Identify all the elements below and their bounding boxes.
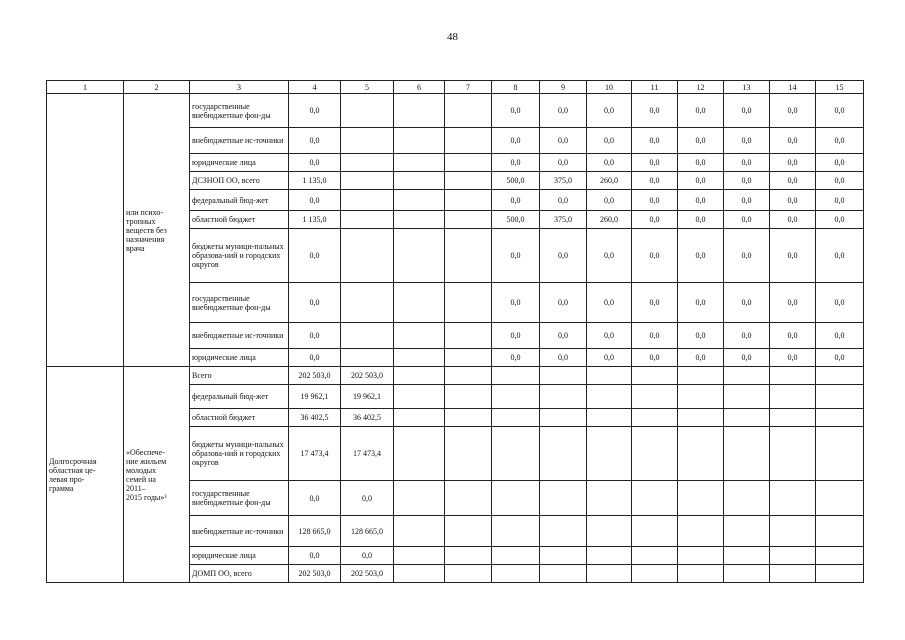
value-cell <box>394 94 445 128</box>
value-cell: 260,0 <box>587 211 632 229</box>
value-cell: 202 503,0 <box>341 565 394 583</box>
value-cell <box>445 128 492 154</box>
value-cell: 202 503,0 <box>289 565 341 583</box>
value-cell: 0,0 <box>678 349 724 367</box>
value-cell: 0,0 <box>587 229 632 283</box>
funding-source-cell: внебюджетные ис-точники <box>190 128 289 154</box>
value-cell <box>770 516 816 547</box>
value-cell <box>445 547 492 565</box>
funding-source-cell: бюджеты муници-пальных образова-ний и городских округов <box>190 229 289 283</box>
value-cell: 0,0 <box>724 94 770 128</box>
value-cell: 0,0 <box>587 154 632 172</box>
value-cell: 0,0 <box>540 128 587 154</box>
value-cell: 0,0 <box>770 323 816 349</box>
value-cell <box>492 385 540 409</box>
value-cell <box>678 516 724 547</box>
value-cell <box>724 427 770 481</box>
funding-source-cell: государственные внебюджетные фон-ды <box>190 94 289 128</box>
value-cell: 0,0 <box>724 211 770 229</box>
value-cell: 0,0 <box>289 94 341 128</box>
funding-source-cell: юридические лица <box>190 349 289 367</box>
value-cell: 0,0 <box>724 323 770 349</box>
value-cell <box>394 385 445 409</box>
value-cell <box>724 409 770 427</box>
value-cell <box>540 481 587 516</box>
value-cell: 0,0 <box>632 128 678 154</box>
funding-source-cell: Всего <box>190 367 289 385</box>
value-cell <box>632 565 678 583</box>
value-cell <box>724 565 770 583</box>
value-cell: 0,0 <box>540 154 587 172</box>
value-cell <box>632 427 678 481</box>
value-cell: 0,0 <box>678 211 724 229</box>
value-cell: 0,0 <box>816 128 864 154</box>
value-cell: 0,0 <box>632 349 678 367</box>
value-cell: 0,0 <box>492 349 540 367</box>
value-cell: 0,0 <box>770 349 816 367</box>
value-cell <box>678 565 724 583</box>
value-cell <box>445 367 492 385</box>
value-cell: 0,0 <box>678 283 724 323</box>
value-cell: 0,0 <box>632 190 678 211</box>
value-cell: 0,0 <box>816 349 864 367</box>
budget-table <box>46 80 864 583</box>
value-cell <box>445 229 492 283</box>
value-cell: 0,0 <box>540 349 587 367</box>
value-cell <box>587 481 632 516</box>
funding-source-cell: областной бюджет <box>190 211 289 229</box>
value-cell <box>445 283 492 323</box>
value-cell <box>678 427 724 481</box>
value-cell: 0,0 <box>770 94 816 128</box>
value-cell <box>492 481 540 516</box>
value-cell <box>394 323 445 349</box>
value-cell <box>632 367 678 385</box>
value-cell <box>341 349 394 367</box>
value-cell <box>587 427 632 481</box>
value-cell: 0,0 <box>341 547 394 565</box>
value-cell: 0,0 <box>632 229 678 283</box>
value-cell <box>770 409 816 427</box>
value-cell <box>445 565 492 583</box>
value-cell: 19 962,1 <box>341 385 394 409</box>
value-cell <box>678 367 724 385</box>
value-cell <box>394 128 445 154</box>
value-cell: 0,0 <box>289 229 341 283</box>
value-cell <box>587 547 632 565</box>
value-cell <box>816 385 864 409</box>
value-cell: 0,0 <box>540 283 587 323</box>
value-cell <box>394 190 445 211</box>
header-cell: 7 <box>445 81 492 94</box>
program-title-cell: или психо- тропных веществ без назначения врача <box>124 94 190 367</box>
header-cell: 9 <box>540 81 587 94</box>
value-cell: 0,0 <box>289 481 341 516</box>
header-cell: 3 <box>190 81 289 94</box>
value-cell: 375,0 <box>540 211 587 229</box>
header-cell: 13 <box>724 81 770 94</box>
value-cell: 0,0 <box>816 172 864 190</box>
value-cell <box>678 409 724 427</box>
value-cell: 375,0 <box>540 172 587 190</box>
value-cell: 17 473,4 <box>289 427 341 481</box>
value-cell <box>394 172 445 190</box>
value-cell: 0,0 <box>678 154 724 172</box>
value-cell <box>445 349 492 367</box>
value-cell <box>587 565 632 583</box>
program-name-cell <box>47 94 124 367</box>
value-cell: 0,0 <box>678 190 724 211</box>
value-cell <box>445 516 492 547</box>
header-cell: 8 <box>492 81 540 94</box>
value-cell <box>445 481 492 516</box>
value-cell <box>445 323 492 349</box>
value-cell <box>394 229 445 283</box>
value-cell <box>394 547 445 565</box>
value-cell: 0,0 <box>816 229 864 283</box>
value-cell <box>492 565 540 583</box>
value-cell: 0,0 <box>492 323 540 349</box>
value-cell <box>632 409 678 427</box>
value-cell: 500,0 <box>492 172 540 190</box>
header-cell: 5 <box>341 81 394 94</box>
value-cell <box>540 547 587 565</box>
value-cell: 0,0 <box>341 481 394 516</box>
value-cell <box>445 385 492 409</box>
value-cell <box>394 154 445 172</box>
value-cell <box>445 172 492 190</box>
value-cell: 1 135,0 <box>289 172 341 190</box>
value-cell <box>540 385 587 409</box>
value-cell <box>816 516 864 547</box>
value-cell <box>632 385 678 409</box>
value-cell <box>540 409 587 427</box>
value-cell <box>678 547 724 565</box>
value-cell <box>724 367 770 385</box>
value-cell <box>445 190 492 211</box>
value-cell <box>540 367 587 385</box>
value-cell: 0,0 <box>770 172 816 190</box>
funding-source-cell: внебюджетные ис-точники <box>190 323 289 349</box>
funding-source-cell: государственные внебюджетные фон-ды <box>190 481 289 516</box>
value-cell <box>587 516 632 547</box>
value-cell <box>540 427 587 481</box>
value-cell: 36 402,5 <box>341 409 394 427</box>
value-cell: 128 665,0 <box>289 516 341 547</box>
header-cell: 1 <box>47 81 124 94</box>
value-cell: 0,0 <box>632 323 678 349</box>
value-cell <box>816 409 864 427</box>
value-cell: 0,0 <box>540 323 587 349</box>
value-cell <box>724 385 770 409</box>
value-cell <box>341 229 394 283</box>
value-cell <box>587 385 632 409</box>
header-cell: 12 <box>678 81 724 94</box>
value-cell: 202 503,0 <box>289 367 341 385</box>
value-cell <box>445 94 492 128</box>
value-cell: 0,0 <box>816 94 864 128</box>
value-cell <box>341 323 394 349</box>
value-cell <box>394 349 445 367</box>
value-cell <box>394 427 445 481</box>
value-cell: 0,0 <box>289 547 341 565</box>
value-cell: 0,0 <box>587 349 632 367</box>
value-cell: 0,0 <box>587 94 632 128</box>
value-cell: 0,0 <box>587 128 632 154</box>
value-cell <box>770 385 816 409</box>
value-cell <box>492 547 540 565</box>
value-cell <box>394 409 445 427</box>
value-cell <box>678 481 724 516</box>
value-cell <box>816 367 864 385</box>
value-cell: 0,0 <box>540 229 587 283</box>
value-cell <box>341 190 394 211</box>
value-cell <box>492 409 540 427</box>
funding-source-cell: бюджеты муници-пальных образова-ний и городских округов <box>190 427 289 481</box>
value-cell <box>724 481 770 516</box>
funding-source-cell: федеральный бюд-жет <box>190 190 289 211</box>
value-cell: 500,0 <box>492 211 540 229</box>
value-cell <box>341 211 394 229</box>
value-cell: 0,0 <box>587 283 632 323</box>
header-cell: 10 <box>587 81 632 94</box>
value-cell <box>816 481 864 516</box>
value-cell: 0,0 <box>816 211 864 229</box>
value-cell <box>341 172 394 190</box>
value-cell: 19 962,1 <box>289 385 341 409</box>
value-cell: 0,0 <box>492 190 540 211</box>
value-cell <box>632 481 678 516</box>
value-cell: 0,0 <box>587 323 632 349</box>
value-cell: 0,0 <box>724 229 770 283</box>
funding-source-cell: федеральный бюд-жет <box>190 385 289 409</box>
value-cell: 0,0 <box>816 190 864 211</box>
value-cell <box>724 547 770 565</box>
funding-source-cell: областной бюджет <box>190 409 289 427</box>
value-cell <box>816 547 864 565</box>
value-cell <box>770 427 816 481</box>
value-cell: 202 503,0 <box>341 367 394 385</box>
value-cell <box>540 516 587 547</box>
value-cell <box>770 367 816 385</box>
value-cell <box>816 565 864 583</box>
value-cell: 0,0 <box>289 283 341 323</box>
page-number: 48 <box>447 31 458 43</box>
value-cell: 0,0 <box>724 283 770 323</box>
funding-source-cell: ДСЗНОП ОО, всего <box>190 172 289 190</box>
value-cell <box>341 128 394 154</box>
value-cell <box>394 211 445 229</box>
value-cell: 0,0 <box>770 190 816 211</box>
value-cell: 128 665,0 <box>341 516 394 547</box>
value-cell: 0,0 <box>632 154 678 172</box>
value-cell: 0,0 <box>678 229 724 283</box>
value-cell: 0,0 <box>492 229 540 283</box>
value-cell: 0,0 <box>816 283 864 323</box>
value-cell <box>587 367 632 385</box>
header-cell: 6 <box>394 81 445 94</box>
value-cell: 0,0 <box>289 323 341 349</box>
value-cell <box>445 427 492 481</box>
value-cell: 0,0 <box>632 172 678 190</box>
value-cell: 0,0 <box>632 94 678 128</box>
value-cell: 0,0 <box>492 128 540 154</box>
value-cell: 36 402,5 <box>289 409 341 427</box>
value-cell <box>394 367 445 385</box>
header-row <box>47 81 864 94</box>
program-title-cell: «Обеспече- ние жильем молодых семей на 2011– 2015 годы»³ <box>124 367 190 583</box>
funding-source-cell: внебюджетные ис-точники <box>190 516 289 547</box>
value-cell: 0,0 <box>770 128 816 154</box>
value-cell <box>816 427 864 481</box>
table-row <box>47 94 864 128</box>
value-cell <box>341 94 394 128</box>
value-cell <box>587 409 632 427</box>
value-cell: 0,0 <box>770 211 816 229</box>
value-cell: 0,0 <box>632 283 678 323</box>
value-cell <box>445 154 492 172</box>
value-cell <box>724 516 770 547</box>
value-cell <box>394 481 445 516</box>
value-cell <box>632 516 678 547</box>
value-cell: 0,0 <box>632 211 678 229</box>
value-cell <box>492 367 540 385</box>
value-cell: 0,0 <box>540 190 587 211</box>
value-cell: 0,0 <box>770 283 816 323</box>
value-cell: 0,0 <box>816 323 864 349</box>
value-cell <box>770 481 816 516</box>
value-cell <box>394 283 445 323</box>
value-cell: 0,0 <box>492 283 540 323</box>
value-cell: 0,0 <box>289 190 341 211</box>
funding-source-cell: ДОМП ОО, всего <box>190 565 289 583</box>
value-cell: 0,0 <box>289 349 341 367</box>
value-cell <box>341 154 394 172</box>
table-row <box>47 367 864 385</box>
value-cell: 17 473,4 <box>341 427 394 481</box>
funding-source-cell: юридические лица <box>190 154 289 172</box>
value-cell <box>492 516 540 547</box>
value-cell <box>678 385 724 409</box>
value-cell <box>445 409 492 427</box>
funding-source-cell: государственные внебюджетные фон-ды <box>190 283 289 323</box>
funding-source-cell: юридические лица <box>190 547 289 565</box>
value-cell <box>770 547 816 565</box>
value-cell: 0,0 <box>678 323 724 349</box>
value-cell: 0,0 <box>587 190 632 211</box>
header-cell: 15 <box>816 81 864 94</box>
value-cell: 0,0 <box>678 128 724 154</box>
value-cell: 0,0 <box>770 229 816 283</box>
program-name-cell: Долгосрочная областная це- левая про- грамма <box>47 367 124 583</box>
header-cell: 14 <box>770 81 816 94</box>
value-cell <box>632 547 678 565</box>
value-cell: 0,0 <box>770 154 816 172</box>
header-cell: 2 <box>124 81 190 94</box>
value-cell <box>445 211 492 229</box>
value-cell <box>394 516 445 547</box>
value-cell <box>540 565 587 583</box>
value-cell <box>492 427 540 481</box>
value-cell: 0,0 <box>678 94 724 128</box>
value-cell: 0,0 <box>492 94 540 128</box>
value-cell: 0,0 <box>724 172 770 190</box>
value-cell <box>394 565 445 583</box>
value-cell: 0,0 <box>724 128 770 154</box>
value-cell: 0,0 <box>724 349 770 367</box>
value-cell: 0,0 <box>724 190 770 211</box>
header-cell: 4 <box>289 81 341 94</box>
value-cell: 0,0 <box>540 94 587 128</box>
value-cell <box>341 283 394 323</box>
value-cell: 0,0 <box>724 154 770 172</box>
value-cell: 0,0 <box>678 172 724 190</box>
value-cell: 260,0 <box>587 172 632 190</box>
value-cell <box>770 565 816 583</box>
header-cell: 11 <box>632 81 678 94</box>
value-cell: 0,0 <box>289 128 341 154</box>
value-cell: 0,0 <box>816 154 864 172</box>
value-cell: 1 135,0 <box>289 211 341 229</box>
value-cell: 0,0 <box>289 154 341 172</box>
value-cell: 0,0 <box>492 154 540 172</box>
